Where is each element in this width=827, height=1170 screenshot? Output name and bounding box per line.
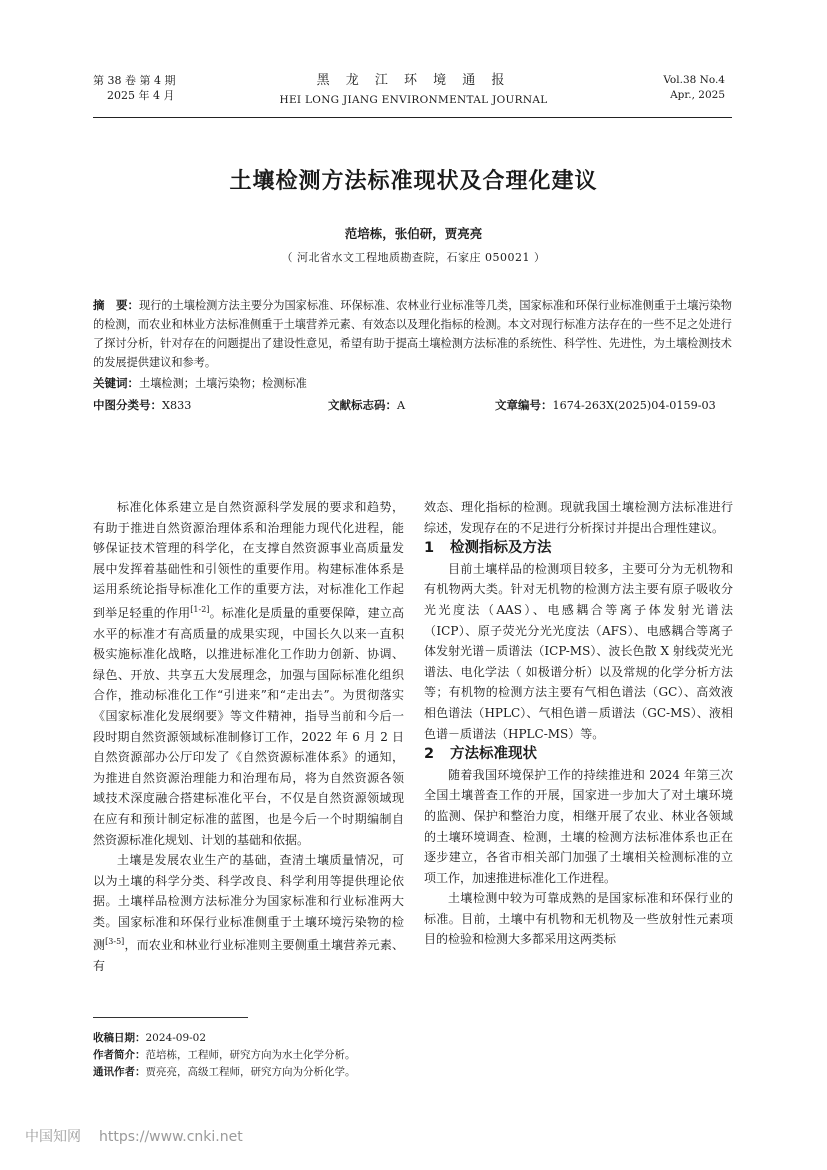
body-column-right (424, 497, 733, 950)
document-code (328, 396, 405, 415)
paragraph: 随着我国环境保护工作的持续推进和 2024 年第三次全国土壤普查工作的开展，国家进一步加大了对土壤环境的监测、保护和整治力度，相继开展了农业、林业各领域的土壤环境调查、检测，土壤的检测方法标准体系也正在逐步建立，各省市相关部门加强了土壤相关检测标准的立项工作，加速推进标准化工作进程。 (424, 767, 733, 885)
clc-number (93, 396, 191, 415)
paragraph: 目前土壤样品的检测项目较多，主要可分为无机物和有机物两大类。针对无机物的检测方法主要有原子吸收分光光度法（AAS）、电感耦合等离子体发射光谱法（ICP）、原子荧光分光光度法（AFS）、电感耦合等离子体发射光谱－质谱法（ICP-MS）、波长色散 X 射线荧光光谱法、电化学法（ 如极谱分析）以及常规的化学分析方法等；有机物的检测方法主要有气相色谱法（GC）、高效液相色谱法（HPLC）、气相色谱－质谱法（GC-MS）、液相色谱－质谱法（HPLC-MS）等。 (424, 561, 733, 741)
header-divider (93, 117, 732, 118)
section-heading-2: 2 方法标准现状 (424, 746, 537, 763)
paragraph: 土壤是发展农业生产的基础，查清土壤质量情况，可以为土壤的科学分类、科学改良、科学利用等提供理论依据。土壤样品检测方法标准分为国家标准和行业标准两大类。国家标准和环保行业标准侧重于土壤环境污染物的检测[3-5]，而农业和林业行业标准则主要侧重土壤营养元素、有 (93, 853, 404, 974)
abstract (93, 296, 732, 372)
issue-info-en (663, 73, 725, 103)
citation: [1-2] (190, 604, 210, 614)
clc-label: 中图分类号： (93, 398, 162, 412)
issue-date: 2025 年 4 月 (107, 89, 175, 102)
corresponding-author: 通讯作者：贾亮亮，高级工程师，研究方向为分析化学。 (93, 1066, 356, 1078)
journal-name-en: HEI LONG JIANG ENVIRONMENTAL JOURNAL (279, 94, 548, 106)
body-column-left (93, 497, 404, 977)
volume-issue: 第 38 卷 第 4 期 (93, 74, 176, 87)
watermark-url[interactable]: https://www.cnki.net (99, 1129, 243, 1145)
keywords-label: 关键词： (93, 376, 139, 390)
article-number-value: 1674-263X(2025)04-0159-03 (552, 399, 716, 412)
keywords (93, 374, 732, 393)
paragraph: 土壤检测中较为可靠成熟的是国家标准和环保行业的标准。目前，土壤中有机物和无机物及一些放射性元素项目的检验和检测大多都采用这两类标 (424, 891, 733, 947)
abstract-label: 摘 要： (93, 298, 140, 312)
author-list: 范培栋，张伯研，贾亮亮 (344, 226, 483, 241)
journal-name-cn: 黑 龙 江 环 境 通 报 (316, 73, 511, 88)
doc-code-label: 文献标志码： (328, 398, 397, 412)
abstract-text: 现行的土壤检测方法主要分为国家标准、环保标准、农林业行业标准等几类，国家标准和环保行业标准侧重于土壤污染物的检测，而农业和林业方法标准侧重于土壤营养元素、有效态以及理化指标的检测。本文对现行标准方法存在的一些不足之处进行了探讨分析，针对存在的问题提出了建设性意见，希望有助于提高土壤检测方法标准的系统性、科学性、先进性，为土壤检测技术的发展提供建议和参考。 (93, 299, 732, 369)
article-number (495, 396, 716, 415)
issue-date-en: Apr., 2025 (670, 89, 725, 101)
paragraph: 标准化体系建立是自然资源科学发展的要求和趋势，有助于推进自然资源治理体系和治理能力现代化进程，能够保证技术管理的科学化，在支撑自然资源事业高质量发展中发挥着基础性和引领性的重要作用。构建标准体系是运用系统论指导标准化工作的重要方法，对标准化工作起到举足轻重的作用[1-2]。标准化是质量的重要保障，建立高水平的标准才有高质量的成果实现，中国长久以来一直积极实施标准化战略，以推进标准化工作助力创新、协调、绿色、开放、共享五大发展理念，加强与国际标准化组织合作，推动标准化工作“引进来”和“走出去”。为贯彻落实《国家标准化发展纲要》等文件精神，指导当前和今后一段时期自然资源领域标准制修订工作，2022 年 6 月 2 日自然资源部办公厅印发了《自然资源标准体系》的通知，为推进自然资源治理能力和治理布局，将为自然资源各领域技术深度融合搭建标准化平台，不仅是自然资源领域现在应有和预计制定标准的蓝图，也是今后一个时期编制自然资源标准化规划、计划的基础和依据。 (93, 500, 404, 847)
volume-issue-en: Vol.38 No.4 (663, 74, 725, 86)
cnki-watermark (25, 1126, 243, 1146)
footnote (93, 1030, 413, 1081)
article-number-label: 文章编号： (495, 398, 553, 412)
paper-title: 土壤检测方法标准现状及合理化建议 (229, 169, 598, 194)
footnote-divider (93, 1017, 248, 1018)
affiliation: （ 河北省水文工程地质勘查院，石家庄 050021 ） (281, 251, 546, 264)
citation: [3-5] (105, 937, 125, 947)
keywords-text: 土壤检测；土壤污染物；检测标准 (139, 377, 307, 390)
watermark-brand: 中国知网 (25, 1129, 81, 1145)
paragraph: 效态、理化指标的检测。现就我国土壤检测方法标准进行综述，发现存在的不足进行分析探讨并提出合理性建议。 (424, 500, 733, 535)
doc-code-value: A (397, 399, 406, 412)
received-date: 收稿日期：2024-09-02 (93, 1032, 207, 1044)
clc-value: X833 (162, 399, 192, 412)
section-heading-1: 1 检测指标及方法 (424, 540, 552, 557)
author-bio: 作者简介：范培栋，工程师，研究方向为水土化学分析。 (93, 1049, 356, 1061)
